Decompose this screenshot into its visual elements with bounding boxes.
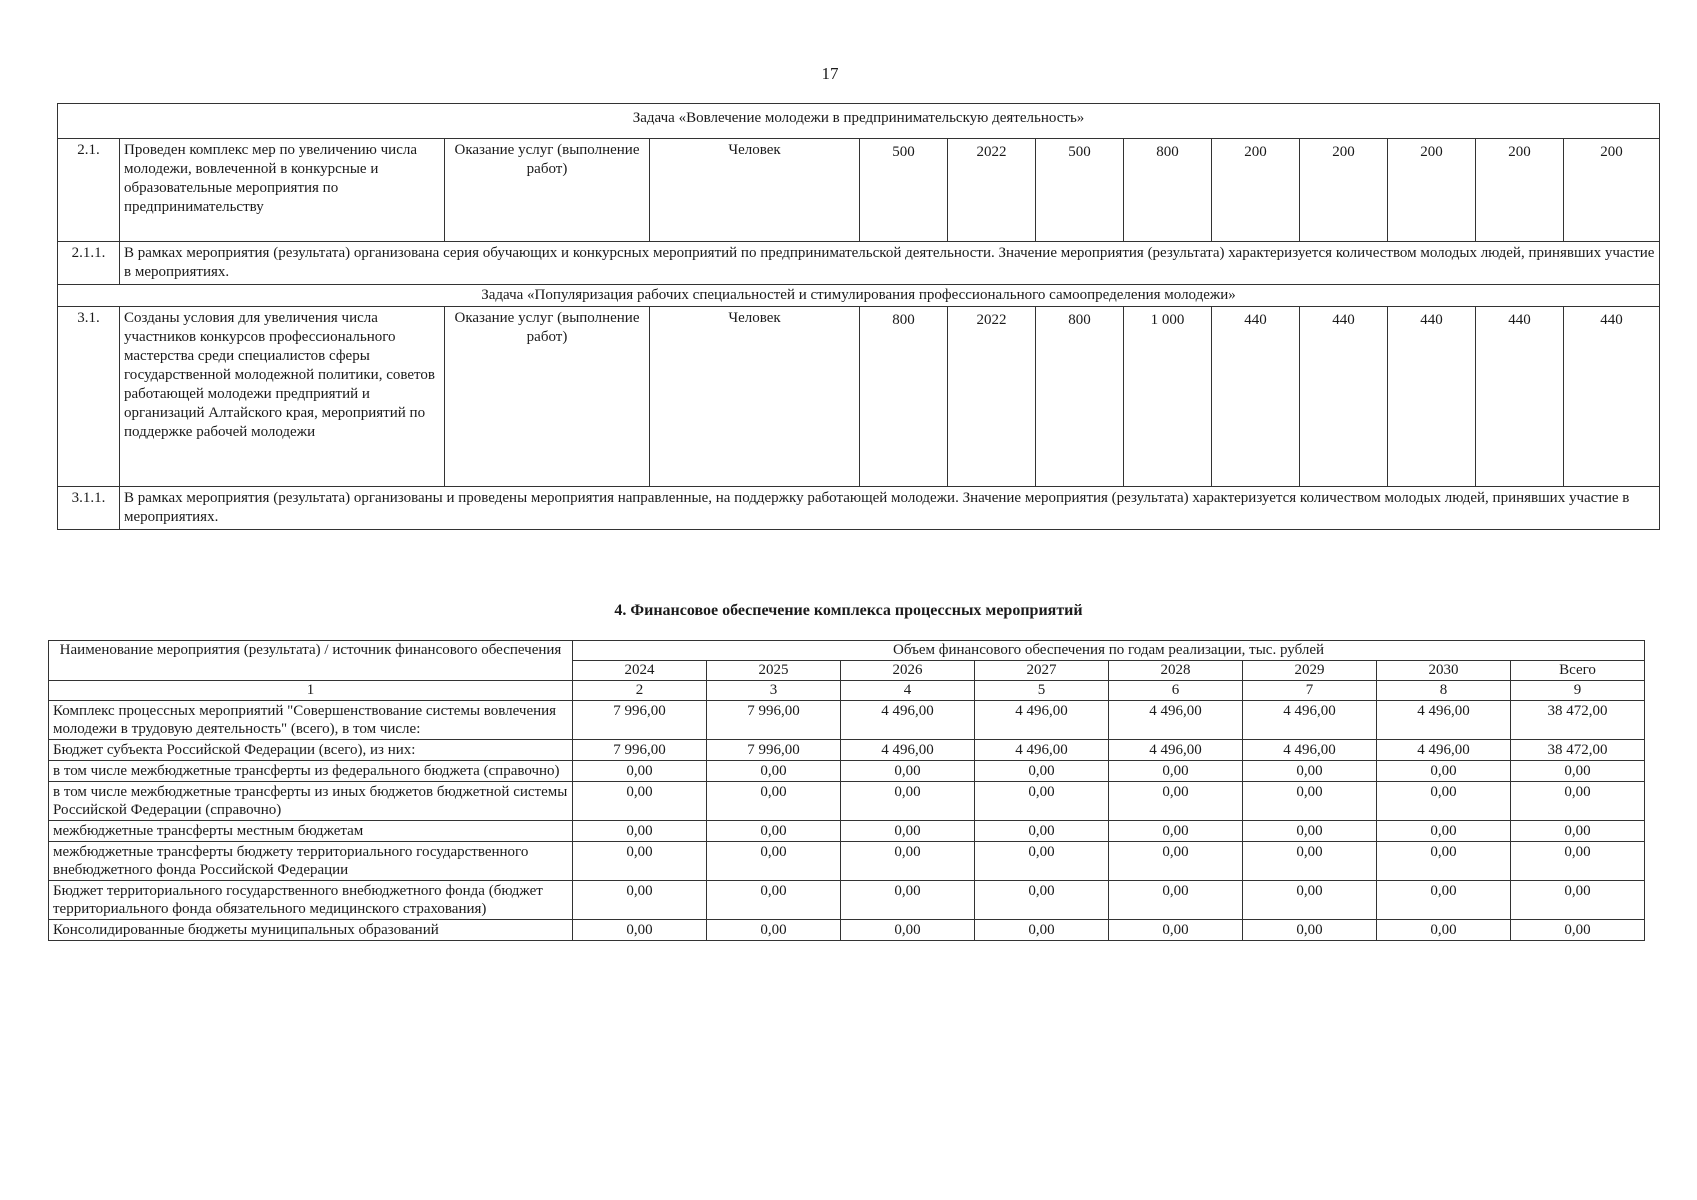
finance-value-cell: 0,00: [841, 842, 975, 881]
finance-value-cell: 4 496,00: [1377, 701, 1511, 740]
finance-header-row: [49, 641, 1645, 661]
finance-row: [49, 821, 1645, 842]
task-heading: Задача «Популяризация рабочих специальностей и стимулирования профессионального самоопределения молодежи»: [58, 285, 1660, 307]
finance-value-cell: 0,00: [1109, 782, 1243, 821]
finance-value-cell: 0,00: [975, 821, 1109, 842]
column-number-row: [49, 681, 1645, 701]
result-description: В рамках мероприятия (результата) организована серия обучающих и конкурсных мероприятий по предпринимательской деятельности. Значение мероприятия (результата) характеризуется количеством молодых людей, принявших участие в мероприятиях.: [120, 242, 1660, 285]
finance-value-cell: 0,00: [1377, 842, 1511, 881]
column-number: 2: [573, 681, 707, 701]
finance-value-cell: 7 996,00: [573, 701, 707, 740]
finance-value-cell: 0,00: [841, 920, 975, 941]
result-type: Оказание услуг (выполнение работ): [445, 307, 650, 487]
finance-row-name: межбюджетные трансферты местным бюджетам: [49, 821, 573, 842]
finance-total-cell: 0,00: [1511, 842, 1645, 881]
task-heading: Задача «Вовлечение молодежи в предпринимательскую деятельность»: [58, 104, 1660, 139]
finance-value-cell: 0,00: [707, 782, 841, 821]
finance-value-cell: 7 996,00: [707, 740, 841, 761]
finance-value-cell: 4 496,00: [975, 701, 1109, 740]
finance-total-cell: 38 472,00: [1511, 740, 1645, 761]
results-table: [57, 103, 1660, 530]
value-cell: 2022: [948, 307, 1036, 487]
result-row: [58, 307, 1660, 487]
finance-row: [49, 920, 1645, 941]
finance-row: [49, 740, 1645, 761]
value-cell: 200: [1388, 139, 1476, 242]
column-number: 7: [1243, 681, 1377, 701]
finance-value-cell: 0,00: [707, 821, 841, 842]
finance-value-cell: 0,00: [975, 761, 1109, 782]
finance-value-cell: 0,00: [1243, 881, 1377, 920]
value-cell: 800: [1124, 139, 1212, 242]
finance-total-cell: 0,00: [1511, 920, 1645, 941]
finance-value-cell: 0,00: [1109, 821, 1243, 842]
year-header: 2030: [1377, 661, 1511, 681]
finance-value-cell: 7 996,00: [707, 701, 841, 740]
finance-row: [49, 842, 1645, 881]
finance-value-cell: 0,00: [1243, 782, 1377, 821]
finance-row: [49, 782, 1645, 821]
finance-value-cell: 0,00: [1377, 881, 1511, 920]
value-cell: 200: [1476, 139, 1564, 242]
value-cell: 1 000: [1124, 307, 1212, 487]
value-cell: 800: [1036, 307, 1124, 487]
finance-value-cell: 4 496,00: [1109, 701, 1243, 740]
finance-value-cell: 0,00: [1377, 782, 1511, 821]
result-description-row: [58, 242, 1660, 285]
finance-value-cell: 4 496,00: [1243, 740, 1377, 761]
year-header: 2029: [1243, 661, 1377, 681]
finance-row-name: межбюджетные трансферты бюджету территориального государственного внебюджетного фонда Российской Федерации: [49, 842, 573, 881]
finance-total-cell: 0,00: [1511, 782, 1645, 821]
finance-value-cell: 0,00: [1243, 920, 1377, 941]
finance-value-cell: 4 496,00: [841, 701, 975, 740]
finance-row-name: в том числе межбюджетные трансферты из иных бюджетов бюджетной системы Российской Федерации (справочно): [49, 782, 573, 821]
finance-value-cell: 0,00: [1109, 920, 1243, 941]
result-name: Проведен комплекс мер по увеличению числа молодежи, вовлеченной в конкурсные и образовательные мероприятия по предпринимательству: [120, 139, 445, 242]
value-cell: 440: [1564, 307, 1660, 487]
finance-value-cell: 0,00: [573, 782, 707, 821]
result-type: Оказание услуг (выполнение работ): [445, 139, 650, 242]
finance-value-cell: 0,00: [841, 881, 975, 920]
finance-value-cell: 0,00: [707, 881, 841, 920]
unit: Человек: [650, 307, 860, 487]
column-number: 6: [1109, 681, 1243, 701]
value-cell: 2022: [948, 139, 1036, 242]
result-row: [58, 139, 1660, 242]
year-header: 2025: [707, 661, 841, 681]
finance-header-volume: Объем финансового обеспечения по годам реализации, тыс. рублей: [573, 641, 1645, 661]
finance-value-cell: 0,00: [573, 821, 707, 842]
value-cell: 500: [860, 139, 948, 242]
finance-value-cell: 0,00: [707, 920, 841, 941]
value-cell: 200: [1212, 139, 1300, 242]
finance-row-name: в том числе межбюджетные трансферты из федерального бюджета (справочно): [49, 761, 573, 782]
finance-value-cell: 0,00: [975, 782, 1109, 821]
value-cell: 440: [1212, 307, 1300, 487]
finance-value-cell: 0,00: [975, 842, 1109, 881]
finance-value-cell: 0,00: [573, 761, 707, 782]
finance-value-cell: 0,00: [841, 782, 975, 821]
result-description-row: [58, 487, 1660, 530]
finance-value-cell: 4 496,00: [1377, 740, 1511, 761]
finance-value-cell: 4 496,00: [1243, 701, 1377, 740]
finance-value-cell: 0,00: [841, 821, 975, 842]
year-header: 2026: [841, 661, 975, 681]
row-number: 3.1.1.: [58, 487, 120, 530]
column-number: 3: [707, 681, 841, 701]
finance-value-cell: 0,00: [1377, 821, 1511, 842]
year-header: 2024: [573, 661, 707, 681]
result-name: Созданы условия для увеличения числа участников конкурсов профессионального мастерства среди специалистов сферы государственной молодежной политики, советов работающей молодежи предприятий и организаций Алтайского края, мероприятий по поддержке рабочей молодежи: [120, 307, 445, 487]
finance-row-name: Бюджет территориального государственного внебюджетного фонда (бюджет территориального фонда обязательного медицинского страхования): [49, 881, 573, 920]
finance-value-cell: 0,00: [1377, 761, 1511, 782]
finance-value-cell: 0,00: [1109, 761, 1243, 782]
task-row: [58, 104, 1660, 139]
value-cell: 200: [1564, 139, 1660, 242]
column-number: 1: [49, 681, 573, 701]
finance-value-cell: 4 496,00: [975, 740, 1109, 761]
column-number: 8: [1377, 681, 1511, 701]
finance-total-cell: 0,00: [1511, 821, 1645, 842]
finance-value-cell: 0,00: [1243, 821, 1377, 842]
finance-row-name: Комплекс процессных мероприятий "Совершенствование системы вовлечения молодежи в трудовую деятельность" (всего), в том числе:: [49, 701, 573, 740]
finance-value-cell: 4 496,00: [1109, 740, 1243, 761]
total-header: Всего: [1511, 661, 1645, 681]
unit: Человек: [650, 139, 860, 242]
finance-body: [49, 701, 1645, 941]
finance-table: [48, 640, 1645, 941]
value-cell: 200: [1300, 139, 1388, 242]
finance-header-name: Наименование мероприятия (результата) / источник финансового обеспечения: [49, 641, 573, 681]
finance-total-cell: 0,00: [1511, 881, 1645, 920]
finance-value-cell: 0,00: [573, 920, 707, 941]
finance-value-cell: 0,00: [707, 761, 841, 782]
year-header: 2027: [975, 661, 1109, 681]
finance-value-cell: 0,00: [1243, 761, 1377, 782]
value-cell: 440: [1476, 307, 1564, 487]
finance-row-name: Бюджет субъекта Российской Федерации (всего), из них:: [49, 740, 573, 761]
finance-row-name: Консолидированные бюджеты муниципальных образований: [49, 920, 573, 941]
finance-value-cell: 4 496,00: [841, 740, 975, 761]
finance-value-cell: 0,00: [975, 920, 1109, 941]
column-number: 5: [975, 681, 1109, 701]
finance-value-cell: 0,00: [1109, 881, 1243, 920]
finance-value-cell: 7 996,00: [573, 740, 707, 761]
finance-total-cell: 38 472,00: [1511, 701, 1645, 740]
result-description: В рамках мероприятия (результата) организованы и проведены мероприятия направленные, на поддержку работающей молодежи. Значение мероприятия (результата) характеризуется количеством молодых людей, принявших участие в мероприятиях.: [120, 487, 1660, 530]
row-number: 2.1.: [58, 139, 120, 242]
row-number: 2.1.1.: [58, 242, 120, 285]
finance-row: [49, 881, 1645, 920]
value-cell: 500: [1036, 139, 1124, 242]
finance-value-cell: 0,00: [573, 881, 707, 920]
section-title: 4. Финансовое обеспечение комплекса процессных мероприятий: [614, 602, 1083, 619]
finance-row: [49, 761, 1645, 782]
year-header: 2028: [1109, 661, 1243, 681]
finance-value-cell: 0,00: [573, 842, 707, 881]
finance-row: [49, 701, 1645, 740]
page-number: 17: [821, 64, 839, 83]
finance-value-cell: 0,00: [1243, 842, 1377, 881]
column-number: 4: [841, 681, 975, 701]
task-row: [58, 285, 1660, 307]
finance-value-cell: 0,00: [1377, 920, 1511, 941]
value-cell: 440: [1300, 307, 1388, 487]
finance-value-cell: 0,00: [975, 881, 1109, 920]
finance-value-cell: 0,00: [841, 761, 975, 782]
finance-value-cell: 0,00: [707, 842, 841, 881]
value-cell: 800: [860, 307, 948, 487]
finance-total-cell: 0,00: [1511, 761, 1645, 782]
column-number: 9: [1511, 681, 1645, 701]
row-number: 3.1.: [58, 307, 120, 487]
value-cell: 440: [1388, 307, 1476, 487]
finance-value-cell: 0,00: [1109, 842, 1243, 881]
